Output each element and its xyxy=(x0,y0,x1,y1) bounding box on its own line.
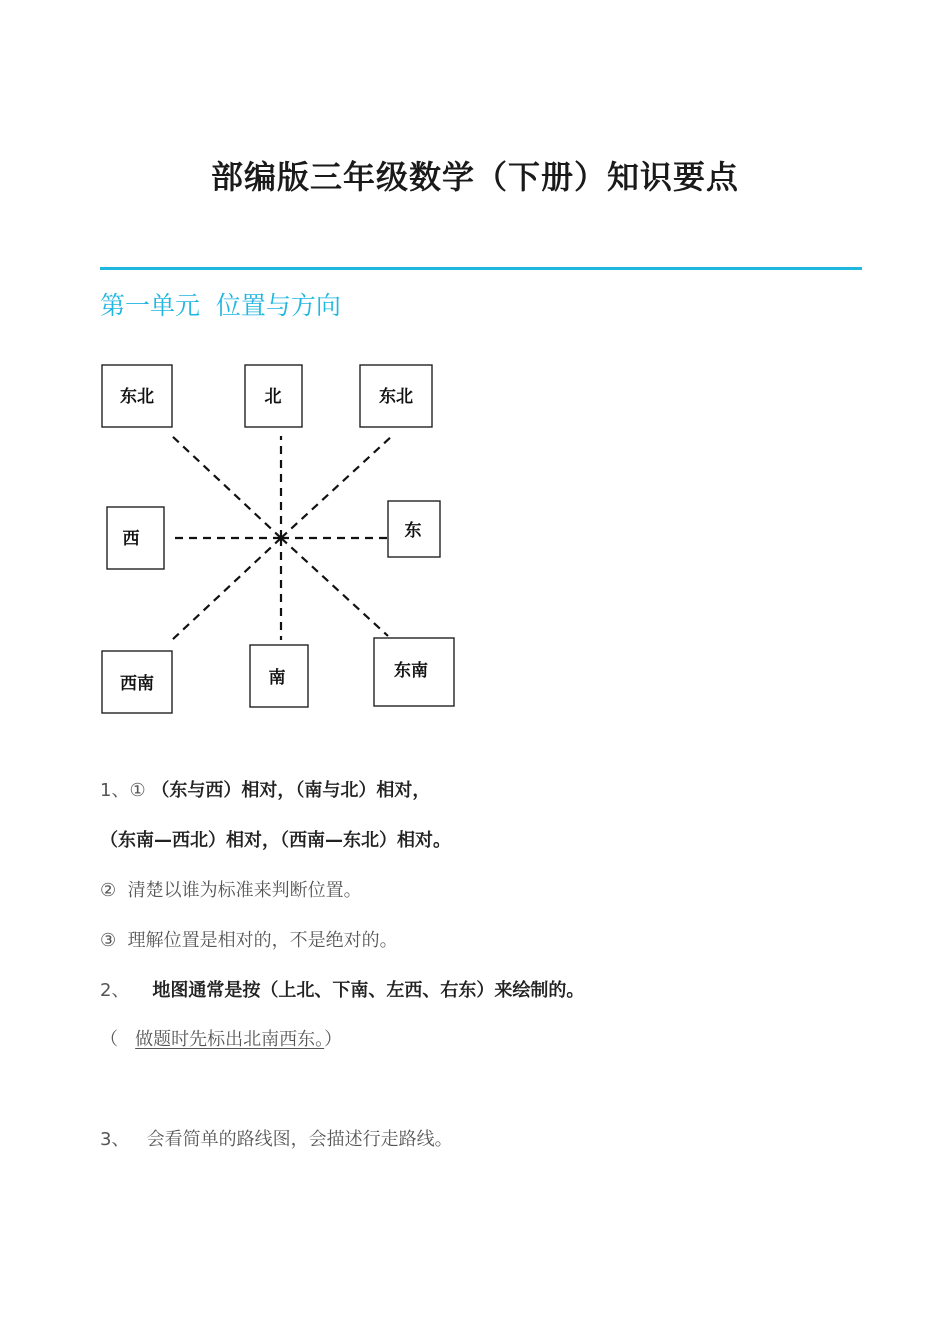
point-3-line xyxy=(100,1125,453,1151)
point-3-number: 3、 xyxy=(100,1129,130,1150)
point-2-note-line xyxy=(100,1025,342,1051)
point-1-number: 1、① xyxy=(100,780,146,801)
page-title: 部编版三年级数学（下册）知识要点 xyxy=(210,158,739,196)
point-1-line-2: （东南—西北）相对，（西南—东北）相对。 xyxy=(100,830,451,851)
point-2-note-open: （ xyxy=(100,1029,118,1050)
line-northeast xyxy=(281,436,392,538)
point-1b: ② 清楚以谁为标准来判断位置。 xyxy=(100,880,362,901)
label-west: 西 xyxy=(122,529,140,549)
label-northeast: 东北 xyxy=(379,387,413,407)
point-2-line xyxy=(100,976,584,1002)
label-north: 北 xyxy=(264,387,282,407)
line-southwest xyxy=(172,538,281,640)
label-south: 南 xyxy=(268,668,286,688)
line-southeast xyxy=(281,538,388,636)
point-2-number: 2、 xyxy=(100,980,130,1001)
line-northwest xyxy=(172,436,281,538)
point-1-line-1 xyxy=(100,776,430,802)
section-heading: 第一单元 位置与方向 xyxy=(100,291,341,320)
label-southeast: 东南 xyxy=(394,661,428,681)
point-2-text: 地图通常是按（上北、下南、左西、右东）来绘制的。 xyxy=(152,980,585,1001)
point-1-text: （东与西）相对，（南与北）相对， xyxy=(151,780,431,801)
label-east: 东 xyxy=(404,521,422,541)
point-2-note-close: ） xyxy=(324,1029,343,1050)
point-2-note: 做题时先标出北南西东。 xyxy=(135,1029,325,1050)
point-3-text: 会看简单的路线图，会描述行走路线。 xyxy=(146,1129,453,1150)
point-1c: ③ 理解位置是相对的，不是绝对的。 xyxy=(100,930,398,951)
label-northwest: 东北 xyxy=(120,387,154,407)
label-southwest: 西南 xyxy=(120,674,154,694)
